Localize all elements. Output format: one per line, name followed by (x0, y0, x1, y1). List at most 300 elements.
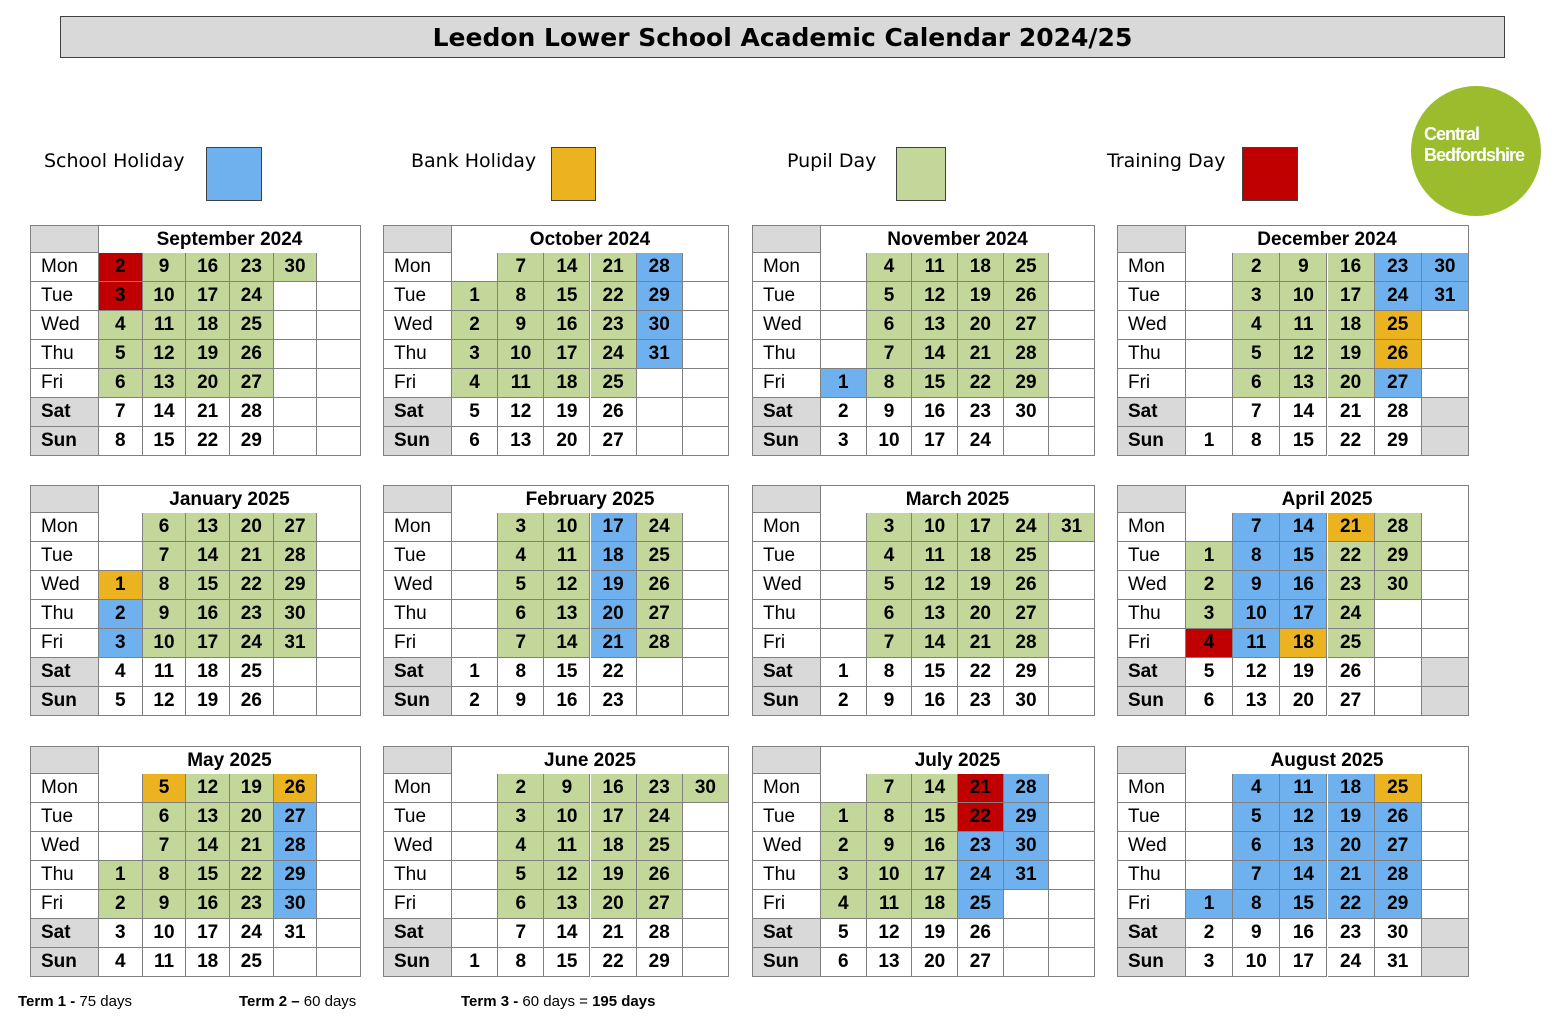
day-cell (452, 253, 498, 282)
day-cell: 26 (230, 340, 274, 369)
day-cell: 27 (637, 890, 683, 919)
day-cell: 9 (867, 687, 913, 716)
day-cell: 25 (591, 369, 637, 398)
day-cell: 5 (1186, 658, 1233, 687)
day-cell: 6 (867, 311, 913, 340)
day-label-sat: Sat (30, 919, 99, 948)
day-cell (1049, 398, 1095, 427)
day-cell: 13 (1280, 832, 1327, 861)
day-cell (317, 629, 361, 658)
day-cell: 16 (912, 832, 958, 861)
day-cell: 15 (1280, 890, 1327, 919)
day-cell (274, 311, 318, 340)
day-cell: 1 (452, 948, 498, 977)
day-cell: 23 (1328, 919, 1375, 948)
day-label-mon: Mon (383, 513, 452, 542)
day-label-tue: Tue (1117, 542, 1186, 571)
day-cell: 7 (867, 629, 913, 658)
day-cell: 19 (958, 571, 1004, 600)
day-label-wed: Wed (383, 832, 452, 861)
day-cell (1422, 832, 1469, 861)
day-cell: 8 (867, 803, 913, 832)
day-cell: 13 (1280, 369, 1327, 398)
day-cell: 6 (821, 948, 867, 977)
day-cell: 24 (591, 340, 637, 369)
day-cell: 10 (544, 803, 590, 832)
day-cell (683, 427, 729, 456)
day-cell: 14 (912, 774, 958, 803)
day-cell: 5 (99, 687, 143, 716)
day-cell: 19 (544, 398, 590, 427)
day-label-fri: Fri (30, 890, 99, 919)
day-cell: 29 (1375, 890, 1422, 919)
day-label-sun: Sun (1117, 948, 1186, 977)
legend-bank-holiday-label: Bank Holiday (411, 150, 537, 172)
day-label-mon: Mon (30, 513, 99, 542)
day-cell: 7 (867, 774, 913, 803)
day-label-fri: Fri (752, 629, 821, 658)
day-cell: 4 (867, 253, 913, 282)
day-label-sat: Sat (752, 658, 821, 687)
day-cell: 14 (544, 919, 590, 948)
day-cell (274, 340, 318, 369)
day-label-sat: Sat (1117, 919, 1186, 948)
month-title: January 2025 (99, 485, 361, 513)
day-cell (821, 774, 867, 803)
day-cell: 29 (230, 427, 274, 456)
day-cell: 22 (230, 571, 274, 600)
day-cell: 26 (591, 398, 637, 427)
day-cell: 18 (186, 658, 230, 687)
day-cell: 12 (186, 774, 230, 803)
day-cell: 20 (958, 311, 1004, 340)
day-cell: 2 (99, 253, 143, 282)
day-cell: 28 (1375, 513, 1422, 542)
day-cell: 3 (1186, 948, 1233, 977)
day-cell: 16 (912, 687, 958, 716)
day-cell: 3 (99, 282, 143, 311)
day-cell: 2 (99, 600, 143, 629)
day-cell: 30 (637, 311, 683, 340)
day-cell: 21 (958, 774, 1004, 803)
day-cell: 3 (1186, 600, 1233, 629)
day-cell: 22 (1328, 542, 1375, 571)
day-cell: 1 (821, 803, 867, 832)
day-label-sun: Sun (30, 427, 99, 456)
day-cell: 13 (143, 369, 187, 398)
day-cell: 28 (1004, 774, 1050, 803)
day-cell: 6 (143, 513, 187, 542)
day-cell: 22 (230, 861, 274, 890)
day-cell: 4 (867, 542, 913, 571)
day-cell: 27 (1375, 832, 1422, 861)
day-cell: 8 (143, 861, 187, 890)
day-cell: 27 (274, 513, 318, 542)
day-cell: 24 (1375, 282, 1422, 311)
month-corner (752, 746, 821, 774)
day-label-mon: Mon (752, 253, 821, 282)
day-cell: 5 (1233, 340, 1280, 369)
day-label-tue: Tue (30, 803, 99, 832)
day-cell: 21 (958, 340, 1004, 369)
day-cell: 25 (230, 311, 274, 340)
day-cell: 17 (186, 919, 230, 948)
day-label-sat: Sat (752, 919, 821, 948)
day-cell: 21 (591, 253, 637, 282)
day-cell: 29 (1004, 369, 1050, 398)
day-cell (1049, 340, 1095, 369)
day-cell (821, 629, 867, 658)
month-corner (383, 746, 452, 774)
day-cell: 11 (912, 253, 958, 282)
day-cell: 7 (99, 398, 143, 427)
day-cell (317, 861, 361, 890)
day-cell: 8 (99, 427, 143, 456)
day-cell: 1 (821, 369, 867, 398)
day-cell (683, 890, 729, 919)
day-cell (821, 542, 867, 571)
day-cell: 9 (143, 253, 187, 282)
day-cell: 2 (1186, 919, 1233, 948)
month-title: April 2025 (1186, 485, 1469, 513)
day-cell: 24 (230, 919, 274, 948)
day-cell: 21 (1328, 861, 1375, 890)
day-cell: 19 (186, 340, 230, 369)
day-cell: 8 (498, 282, 544, 311)
legend-school-holiday-label: School Holiday (44, 150, 185, 172)
day-cell: 14 (912, 629, 958, 658)
day-cell (683, 340, 729, 369)
day-cell: 14 (544, 629, 590, 658)
day-cell (637, 687, 683, 716)
day-cell (99, 513, 143, 542)
day-cell: 28 (637, 919, 683, 948)
day-cell (637, 398, 683, 427)
day-cell: 29 (274, 861, 318, 890)
day-cell: 12 (1280, 803, 1327, 832)
day-cell: 2 (452, 311, 498, 340)
day-cell (452, 629, 498, 658)
day-cell (683, 861, 729, 890)
day-label-wed: Wed (30, 832, 99, 861)
day-label-fri: Fri (1117, 369, 1186, 398)
day-cell: 26 (958, 919, 1004, 948)
day-cell (1422, 919, 1469, 948)
day-cell: 16 (544, 311, 590, 340)
day-cell (1049, 658, 1095, 687)
day-cell: 6 (143, 803, 187, 832)
day-cell: 6 (1233, 832, 1280, 861)
day-cell: 10 (1233, 948, 1280, 977)
day-label-sun: Sun (752, 948, 821, 977)
total-days: 195 days (592, 993, 656, 1010)
day-label-tue: Tue (30, 542, 99, 571)
day-cell (1422, 890, 1469, 919)
day-cell: 18 (591, 542, 637, 571)
day-cell: 19 (591, 571, 637, 600)
day-cell: 30 (1375, 571, 1422, 600)
month-title: October 2024 (452, 225, 729, 253)
day-cell: 29 (637, 282, 683, 311)
page-title: Leedon Lower School Academic Calendar 2024/25 (60, 16, 1505, 58)
day-label-fri: Fri (383, 369, 452, 398)
day-cell: 4 (452, 369, 498, 398)
day-cell: 29 (1004, 803, 1050, 832)
day-cell: 13 (867, 948, 913, 977)
day-cell: 24 (1004, 513, 1050, 542)
day-label-sun: Sun (30, 687, 99, 716)
day-cell (1422, 542, 1469, 571)
day-cell: 15 (1280, 427, 1327, 456)
day-cell: 28 (230, 398, 274, 427)
day-cell: 7 (498, 629, 544, 658)
day-label-sun: Sun (30, 948, 99, 977)
day-cell (1049, 369, 1095, 398)
day-cell: 10 (498, 340, 544, 369)
month-corner (30, 225, 99, 253)
day-cell: 26 (1004, 571, 1050, 600)
day-cell: 2 (498, 774, 544, 803)
day-cell: 10 (143, 919, 187, 948)
day-cell: 18 (186, 948, 230, 977)
day-cell: 9 (1233, 571, 1280, 600)
day-cell: 3 (99, 629, 143, 658)
day-cell (99, 774, 143, 803)
day-cell: 24 (958, 427, 1004, 456)
day-label-wed: Wed (383, 311, 452, 340)
day-cell: 9 (1280, 253, 1327, 282)
month-corner (383, 485, 452, 513)
day-cell: 30 (274, 253, 318, 282)
day-cell (1422, 774, 1469, 803)
day-cell: 21 (958, 629, 1004, 658)
day-label-thu: Thu (30, 600, 99, 629)
day-cell (821, 282, 867, 311)
day-cell (683, 542, 729, 571)
day-cell: 23 (230, 890, 274, 919)
day-cell: 27 (958, 948, 1004, 977)
term-3-days: 60 days = (518, 993, 593, 1010)
day-label-wed: Wed (1117, 571, 1186, 600)
day-cell: 31 (1004, 861, 1050, 890)
day-label-sun: Sun (752, 687, 821, 716)
day-label-thu: Thu (752, 340, 821, 369)
day-cell: 9 (498, 311, 544, 340)
day-cell: 25 (1328, 629, 1375, 658)
day-cell: 3 (867, 513, 913, 542)
month-title: December 2024 (1186, 225, 1469, 253)
day-label-sun: Sun (383, 687, 452, 716)
day-label-sun: Sun (1117, 687, 1186, 716)
day-cell: 18 (544, 369, 590, 398)
day-label-tue: Tue (383, 282, 452, 311)
day-cell (317, 687, 361, 716)
day-cell (1422, 311, 1469, 340)
day-cell (1422, 861, 1469, 890)
day-cell: 29 (274, 571, 318, 600)
day-cell: 26 (1375, 803, 1422, 832)
day-cell: 31 (637, 340, 683, 369)
day-cell: 13 (912, 311, 958, 340)
day-cell (317, 919, 361, 948)
day-label-sat: Sat (1117, 398, 1186, 427)
day-cell (274, 427, 318, 456)
day-cell: 1 (99, 861, 143, 890)
day-cell: 28 (1375, 861, 1422, 890)
day-cell: 30 (1422, 253, 1469, 282)
day-label-fri: Fri (30, 629, 99, 658)
day-label-sat: Sat (1117, 658, 1186, 687)
day-cell: 28 (1004, 340, 1050, 369)
day-cell: 14 (1280, 398, 1327, 427)
day-cell: 11 (544, 832, 590, 861)
day-cell: 20 (958, 600, 1004, 629)
day-cell (1422, 340, 1469, 369)
day-cell (1422, 948, 1469, 977)
day-cell (637, 369, 683, 398)
day-cell (683, 513, 729, 542)
day-cell: 20 (591, 600, 637, 629)
day-cell: 19 (591, 861, 637, 890)
day-label-mon: Mon (1117, 253, 1186, 282)
day-cell (452, 832, 498, 861)
day-cell (99, 542, 143, 571)
day-cell: 17 (1280, 600, 1327, 629)
day-cell: 19 (912, 919, 958, 948)
day-cell (452, 542, 498, 571)
day-cell: 5 (498, 861, 544, 890)
day-cell (99, 832, 143, 861)
day-cell: 21 (1328, 398, 1375, 427)
day-cell: 7 (498, 253, 544, 282)
day-cell (452, 600, 498, 629)
month-corner (1117, 225, 1186, 253)
day-cell: 10 (1233, 600, 1280, 629)
day-cell (317, 890, 361, 919)
day-cell: 17 (544, 340, 590, 369)
day-cell (1049, 542, 1095, 571)
day-cell (1422, 571, 1469, 600)
day-cell: 17 (591, 513, 637, 542)
day-cell: 3 (452, 340, 498, 369)
day-cell: 1 (821, 658, 867, 687)
day-cell: 27 (637, 600, 683, 629)
day-cell: 7 (1233, 398, 1280, 427)
day-cell: 17 (591, 803, 637, 832)
day-cell: 5 (498, 571, 544, 600)
day-cell (1186, 774, 1233, 803)
legend-school-holiday-swatch (206, 147, 262, 201)
day-cell (274, 282, 318, 311)
day-label-tue: Tue (383, 803, 452, 832)
month-title: September 2024 (99, 225, 361, 253)
day-label-tue: Tue (752, 282, 821, 311)
day-cell: 21 (1328, 513, 1375, 542)
day-label-fri: Fri (752, 890, 821, 919)
day-cell: 19 (230, 774, 274, 803)
day-cell (683, 629, 729, 658)
day-cell: 28 (1375, 398, 1422, 427)
day-cell: 30 (683, 774, 729, 803)
day-cell: 3 (821, 861, 867, 890)
day-cell: 11 (867, 890, 913, 919)
day-cell: 20 (1280, 687, 1327, 716)
term-2-summary (239, 993, 356, 1010)
day-cell: 15 (912, 658, 958, 687)
term-3-label: Term 3 - (461, 993, 519, 1010)
day-label-fri: Fri (383, 629, 452, 658)
day-cell: 29 (1004, 658, 1050, 687)
day-label-wed: Wed (752, 832, 821, 861)
day-cell (1186, 803, 1233, 832)
day-cell: 17 (958, 513, 1004, 542)
day-cell: 3 (821, 427, 867, 456)
day-cell: 31 (1375, 948, 1422, 977)
day-cell: 19 (1280, 658, 1327, 687)
day-cell: 6 (1233, 369, 1280, 398)
day-cell: 18 (1328, 774, 1375, 803)
day-cell: 8 (1233, 542, 1280, 571)
day-label-wed: Wed (1117, 832, 1186, 861)
day-cell: 7 (498, 919, 544, 948)
day-cell: 4 (498, 832, 544, 861)
day-cell: 14 (143, 398, 187, 427)
day-cell (1422, 398, 1469, 427)
day-cell: 31 (1422, 282, 1469, 311)
day-cell (1049, 311, 1095, 340)
day-cell (1375, 629, 1422, 658)
day-cell (1422, 369, 1469, 398)
day-cell: 30 (274, 600, 318, 629)
day-cell (1186, 832, 1233, 861)
day-cell: 16 (591, 774, 637, 803)
day-label-thu: Thu (383, 600, 452, 629)
day-cell: 13 (186, 513, 230, 542)
day-cell: 16 (912, 398, 958, 427)
day-cell: 11 (143, 658, 187, 687)
day-cell: 20 (544, 427, 590, 456)
day-cell: 15 (1280, 542, 1327, 571)
day-cell: 30 (274, 890, 318, 919)
day-cell (1049, 600, 1095, 629)
day-cell: 1 (1186, 542, 1233, 571)
day-cell: 23 (591, 311, 637, 340)
day-cell: 22 (591, 282, 637, 311)
day-cell (1186, 398, 1233, 427)
day-cell: 25 (1004, 253, 1050, 282)
day-cell (1049, 861, 1095, 890)
term-1-days: 75 days (75, 993, 132, 1010)
day-cell: 6 (99, 369, 143, 398)
day-cell (452, 774, 498, 803)
day-cell: 23 (591, 687, 637, 716)
day-cell (1049, 774, 1095, 803)
day-cell: 10 (1280, 282, 1327, 311)
day-cell: 8 (143, 571, 187, 600)
day-cell: 21 (186, 398, 230, 427)
day-cell: 20 (591, 890, 637, 919)
day-cell: 13 (186, 803, 230, 832)
day-cell (821, 340, 867, 369)
day-cell: 11 (1233, 629, 1280, 658)
day-cell (683, 658, 729, 687)
day-label-tue: Tue (30, 282, 99, 311)
day-cell: 13 (544, 890, 590, 919)
day-cell: 28 (637, 253, 683, 282)
day-cell: 8 (498, 948, 544, 977)
month-corner (1117, 485, 1186, 513)
day-label-thu: Thu (752, 600, 821, 629)
